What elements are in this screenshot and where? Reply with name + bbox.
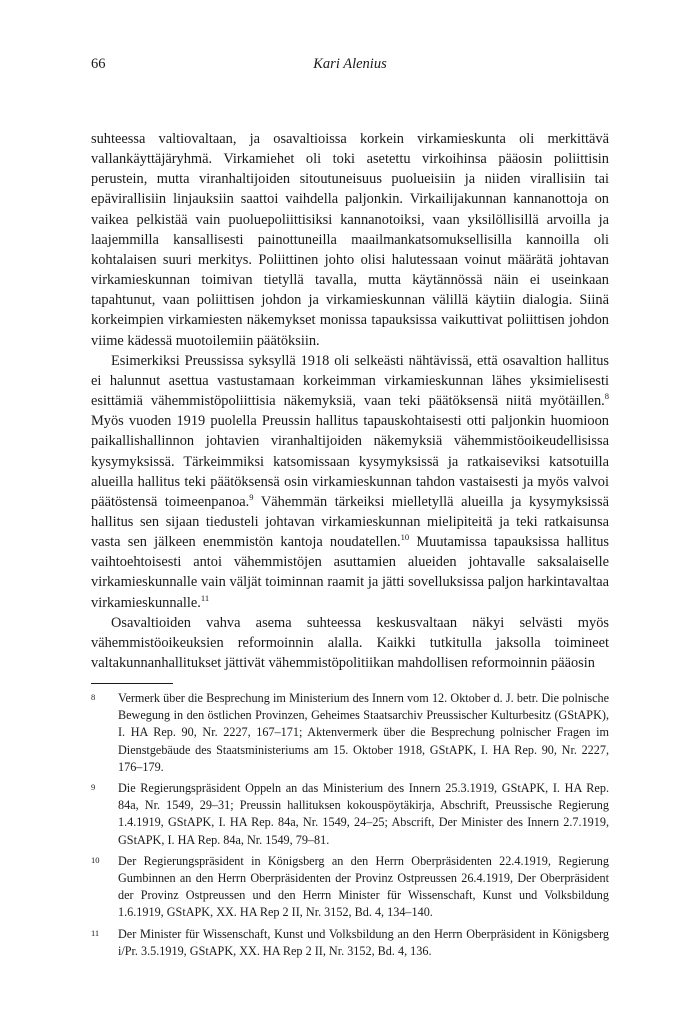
footnote-text: Der Minister für Wissenschaft, Kunst und Volksbildung an den Herrn Oberpräsident in Königsberg i/Pr. 3.5.1919, GStAPK, XX. HA Rep 2 II, Nr. 3152, Bd. 4, 136. [118, 926, 609, 958]
footnote-ref-10[interactable]: 10 [400, 532, 410, 543]
footnote-11 [91, 926, 609, 960]
footnote-number: 9 [91, 782, 96, 793]
running-head-author: Kari Alenius [313, 56, 387, 72]
footnote-8 [91, 690, 609, 776]
footnote-text: Vermerk über die Besprechung im Ministerium des Innern vom 12. Oktober d. J. betr. Die polnische Bewegung in den östlichen Provinzen, Geheimes Staatsarchiv Preussischer Kulturbesitz (GStAPK), I. HA Rep. 90, Nr. 2227, 167–171; Aktenvermerk über die Besprechung polnischer Fragen im Dienstgebäude des Staatsministeriums am 15. Oktober 1918, GStAPK, I. HA Rep. 90, Nr. 2227, 176–179. [118, 691, 609, 774]
footnote-number: 8 [91, 692, 96, 702]
footnote-separator [91, 683, 173, 684]
paragraph-2-part-d: Muutamissa tapauksissa hallitus vaihtoehtoisesti antoi vähemmistöjen asuttamien alueiden johtavalle saksalaiselle virkamieskunnalle vain väljät toiminnan raamit ja jätti sovelluksissa paljon harkintavaltaa virkamieskunnalle. [91, 534, 609, 611]
paragraph-2-part-b: Myös vuoden 1919 puolella Preussin hallitus tapauskohtaisesti otti paljonkin huomioon paikallishallinnon johtavien viranhaltijoiden näkemyksiä vähemmistöoikeudellisissa kysymyksissä. Tärkeimmiksi katsomissaan kysymyksissä ja ratkaiseviksi katsotuilla alueilla hallitus teki päätöksensä osin virkamieskunnan tahdon vastaisesti ja myös valvoi päätöstensä toimeenpanoa. [91, 413, 609, 510]
footnote-9 [91, 780, 609, 849]
footnote-ref-9[interactable]: 9 [249, 492, 254, 503]
footnote-number: 11 [91, 927, 100, 938]
footnote-text: Der Regierungspräsident in Königsberg an den Herrn Oberpräsidenten 22.4.1919, Regierung Gumbinnen an den Herrn Oberpräsidenten der Provinz Ostpreussen 26.4.1919, Der Oberpräsident der Provinz Ostpreussen und den Herrn Minister für Wissenschaft, Kunst und Volksbildung 1.6.1919, GStAPK, XX. HA Rep 2 II, Nr. 3152, Bd. 4, 134–140. [118, 853, 609, 920]
footnote-ref-8[interactable]: 8 [604, 391, 609, 402]
footnote-number: 10 [91, 854, 100, 865]
footnote-ref-11[interactable]: 11 [200, 592, 210, 603]
paragraph-2 [91, 351, 609, 613]
running-header [91, 54, 609, 74]
main-text [91, 129, 609, 673]
footnote-text: Die Regierungspräsident Oppeln an das Ministerium des Innern 25.3.1919, GStAPK, I. HA Rep. 84a, Nr. 1549, 29–31; Preussin hallituksen kokouspöytäkirja, Abschrift, Preussische Regierung 1.4.1919, GStAPK, I. HA Rep. 84a, Nr. 1549, 24–25; Abscrift, Der Minister des Innern 2.7.1919, GStAPK, I. HA Rep. 84a, Nr. 1549, 79–81. [118, 781, 609, 847]
page-number: 66 [91, 56, 106, 72]
paragraph-2-part-a: Esimerkiksi Preussissa syksyllä 1918 oli selkeästi nähtävissä, että osavaltion hallitus ei halunnut asettua vastustamaan korkeimman virkamieskunnan lähes yksimielisesti esittämiä vähemmistöpoliittisia näkemyksiä, vaan teki päätöksensä niitä myötäillen. [91, 352, 609, 410]
paragraph-3: Osavaltioiden vahva asema suhteessa keskusvaltaan näkyi selvästi myös vähemmistöoikeuksien reformoinnin alalla. Kaikki tutkitulla jaksolla toimineet valtakunnanhallitukset jättivät vähemmistöpolitiikan mahdollisen reformoinnin pääosin [91, 614, 609, 672]
paragraph-2-part-c: Vähemmän tärkeiksi mielletyllä alueilla ja kysymyksissä hallitus sen sijaan tiedusteli johtavan virkamieskunnan mielipiteitä ja teki ratkaisunsa vasta sen jälkeen enemmistön kantoja noudatellen. [91, 493, 609, 551]
paragraph-1: suhteessa valtiovaltaan, ja osavaltioissa korkein virkamieskunta oli merkittävä vallankäyttäjäryhmä. Virkamiehet oli toki asetettu virkoihinsa pääosin poliittisin perustein, mutta viranhaltijoiden sitoutuneisuus puolueisiin ja niiden virallisiin tai epävirallisiin linjauksiin saattoi vaihdella paljonkin. Virkailijakunnan kannanottoja on vaikea pelkistää vain puoluepoliittisiksi kannanotoiksi, vaan yksilöllisillä arvoilla ja laajemmilla kansallisesti painottuneilla maailmankatsomuksellisilla kannoilla oli kohtalaisen suuri merkitys. Poliittinen johto olisi halutessaan voinut määrätä johtavan virkamieskunnan toimivan tietyllä tavalla, mutta käytännössä näin ei useinkaan tapahtunut, vaan poliittisen johdon ja virkamieskunnan välillä käytiin dialogia. Siinä korkeimpien virkamiesten näkemykset monissa tapauksissa vaikuttivat poliittisen johdon viime kädessä muotoilemiin päätöksiin. [91, 131, 609, 349]
footnotes [91, 690, 609, 964]
footnote-10 [91, 853, 609, 922]
